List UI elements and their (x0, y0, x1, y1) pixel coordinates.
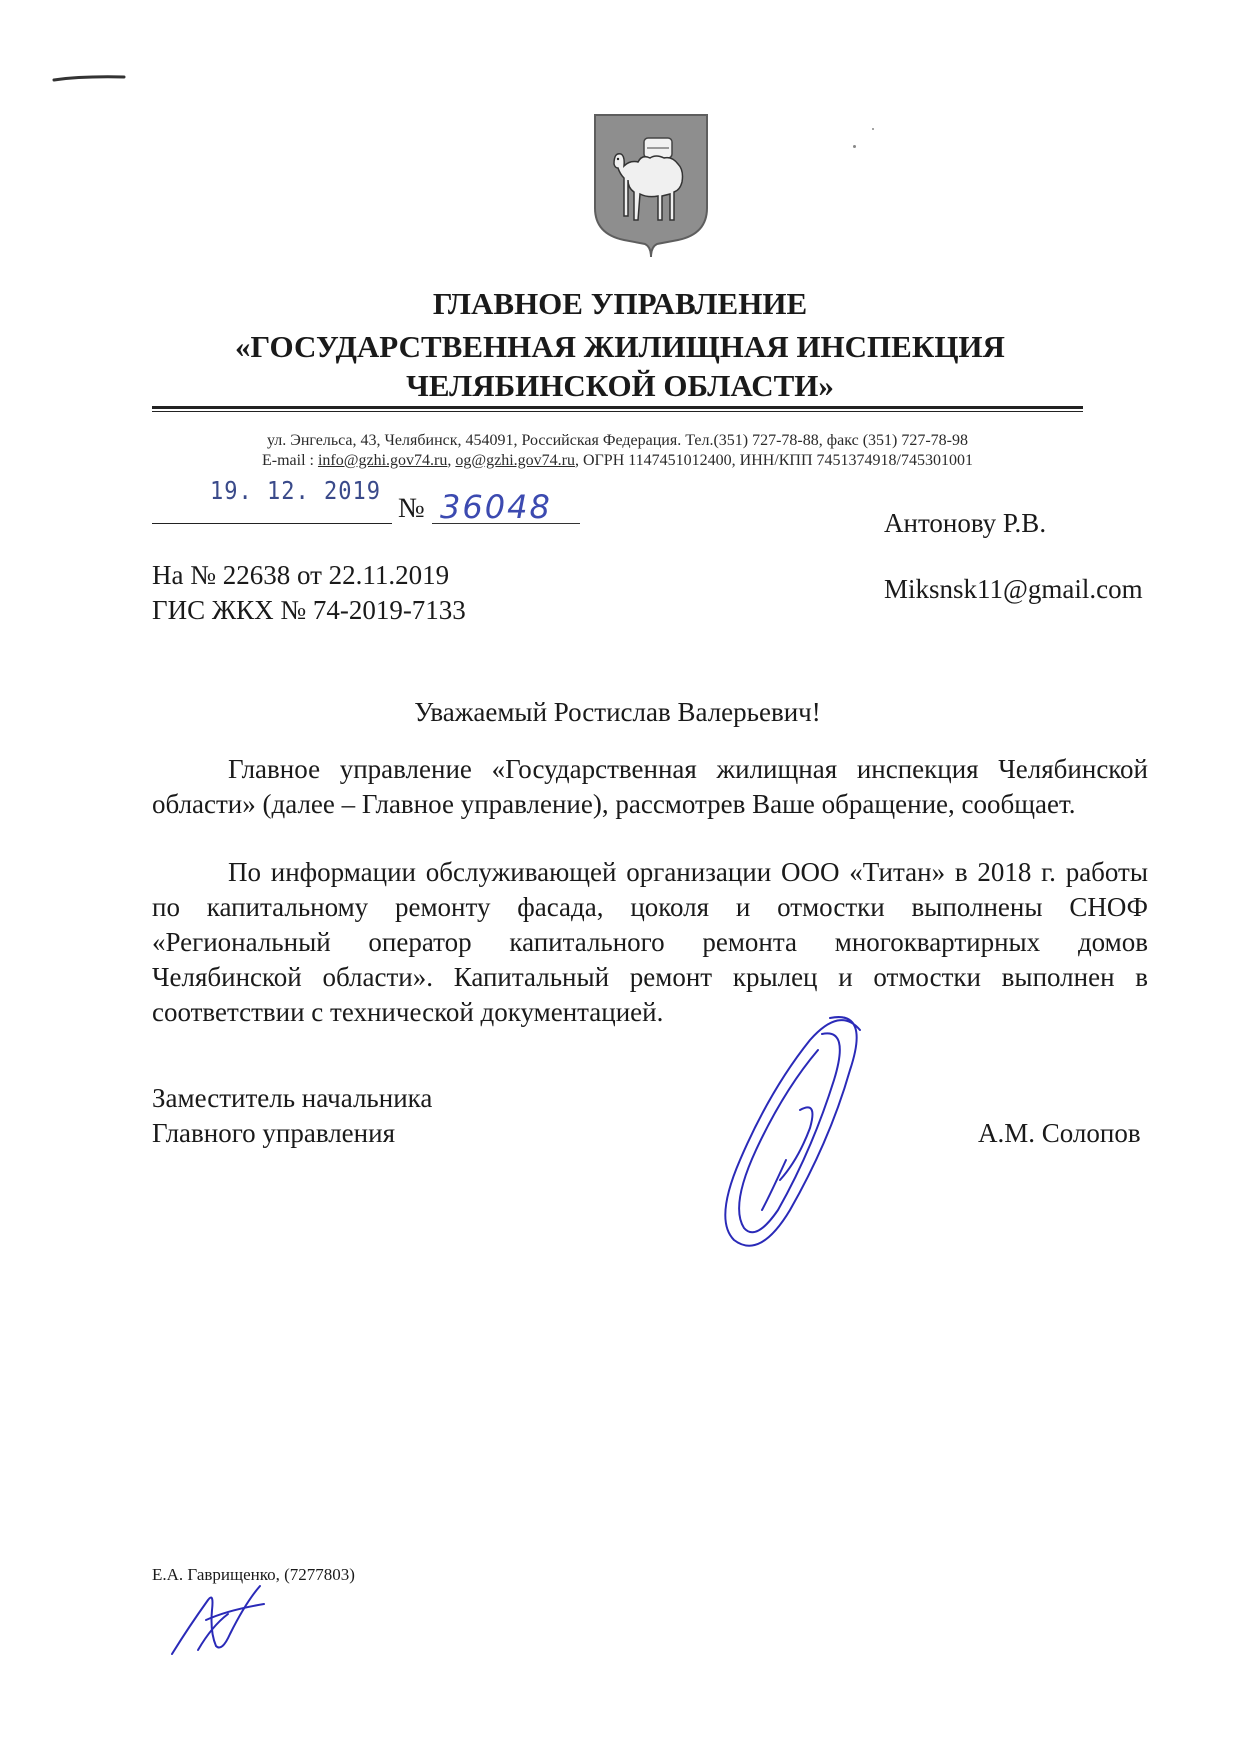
executor-contact: Е.А. Гаврищенко, (7277803) (152, 1565, 355, 1584)
number-sign: № (398, 493, 425, 524)
header-rule-thin (152, 411, 1083, 412)
signature-icon (700, 1010, 880, 1260)
registration-number: 36048 (440, 488, 552, 526)
signatory-title-line-2: Главного управления (152, 1118, 395, 1148)
org-title-line-2: «ГОСУДАРСТВЕННАЯ ЖИЛИЩНАЯ ИНСПЕКЦИЯ (235, 329, 1005, 364)
recipient-name: Антонову Р.В. (884, 508, 1047, 538)
reference-number: На № 22638 от 22.11.2019 (152, 560, 450, 590)
header-rule (152, 406, 1083, 409)
paragraph-2 (152, 855, 1148, 1030)
scan-speck (853, 145, 856, 148)
scan-artifact-mark (52, 74, 126, 82)
letter-greeting: Уважаемый Ростислав Валерьевич! (414, 697, 821, 727)
recipient-email: Miksnsk11@gmail.com (884, 574, 1143, 604)
signatory-name: А.М. Солопов (978, 1118, 1141, 1148)
email-label: E-mail : (262, 452, 318, 469)
signatory-title-line-1: Заместитель начальника (152, 1083, 433, 1113)
contact-details (152, 451, 1083, 471)
org-title-line-1: ГЛАВНОЕ УПРАВЛЕНИЕ (432, 286, 808, 321)
contact-address: ул. Энгельса, 43, Челябинск, 454091, Российская Федерация. Тел.(351) 727-78-88, факс (351) 727-78-98 (266, 432, 969, 449)
email-link-info[interactable]: info@gzhi.gov74.ru (317, 452, 448, 469)
email-link-og[interactable]: og@gzhi.gov74.ru (455, 452, 575, 469)
gis-reference: ГИС ЖКХ № 74-2019-7133 (152, 595, 466, 625)
scan-speck (872, 128, 874, 130)
email-separator: , (447, 452, 456, 469)
paragraph-1-text: Главное управление «Государственная жилищная инспекция Челябинской области» (далее – Главное управление), рассмотрев Ваше обращение, сообщает. (152, 754, 1148, 819)
date-line (152, 523, 392, 524)
initials-signature-icon (168, 1580, 278, 1658)
coat-of-arms-icon (592, 112, 710, 258)
paragraph-1 (152, 752, 1148, 822)
org-title-line-3: ЧЕЛЯБИНСКОЙ ОБЛАСТИ» (406, 368, 834, 403)
registration-numbers: , ОГРН 1147451012400, ИНН/КПП 7451374918/745301001 (574, 452, 973, 469)
date-stamp: 19. 12. 2019 (210, 477, 381, 506)
paragraph-2-text: По информации обслуживающей организации ООО «Титан» в 2018 г. работы по капитальному ремонту фасада, цоколя и отмостки выполнены СНОФ «Региональный оператор капитального ремонта многоквартирных домов Челябинской области». Капитальный ремонт крылец и отмостки выполнен в соответствии с технической документацией. (152, 857, 1148, 1027)
